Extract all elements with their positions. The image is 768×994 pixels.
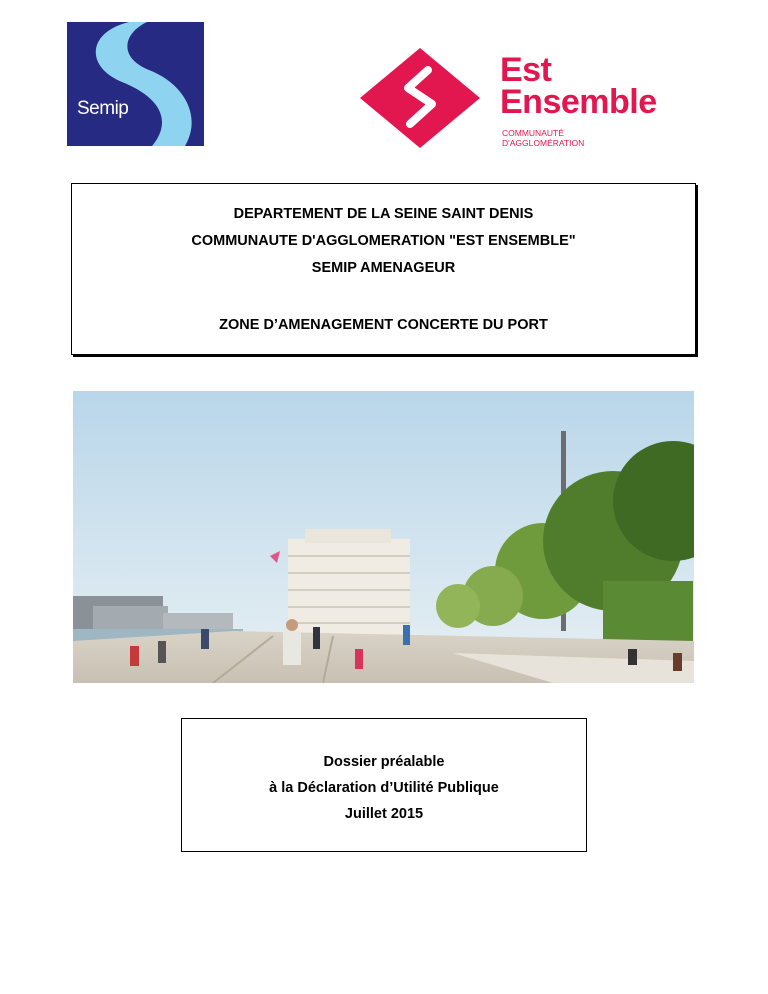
document-title-box — [181, 718, 587, 852]
est-ensemble-sub-line1: COMMUNAUTÉ — [502, 128, 564, 138]
header-line-developer: SEMIP AMENAGEUR — [311, 260, 456, 276]
document-date: Juillet 2015 — [344, 806, 424, 822]
est-ensemble-logo — [360, 48, 690, 148]
est-ensemble-sub-line2: D'AGGLOMÉRATION — [502, 138, 585, 148]
header-line-community: COMMUNAUTE D'AGGLOMERATION "EST ENSEMBLE" — [191, 233, 576, 249]
est-ensemble-word-est: Est — [500, 51, 552, 89]
semip-logo — [67, 22, 204, 146]
title-box — [71, 183, 696, 355]
document-subtitle: à la Déclaration d’Utilité Publique — [269, 780, 499, 796]
document-title: Dossier préalable — [323, 754, 445, 770]
est-ensemble-mark-icon — [360, 48, 480, 148]
header-line-department: DEPARTEMENT DE LA SEINE SAINT DENIS — [233, 206, 534, 222]
est-ensemble-wordmark — [500, 51, 657, 121]
project-illustration — [73, 391, 694, 683]
est-ensemble-word-ensemble: Ensemble — [500, 83, 657, 121]
semip-wordmark: Semip — [77, 98, 129, 119]
est-ensemble-subtitle — [502, 128, 584, 148]
header-line-zone: ZONE D’AMENAGEMENT CONCERTE DU PORT — [219, 317, 548, 333]
